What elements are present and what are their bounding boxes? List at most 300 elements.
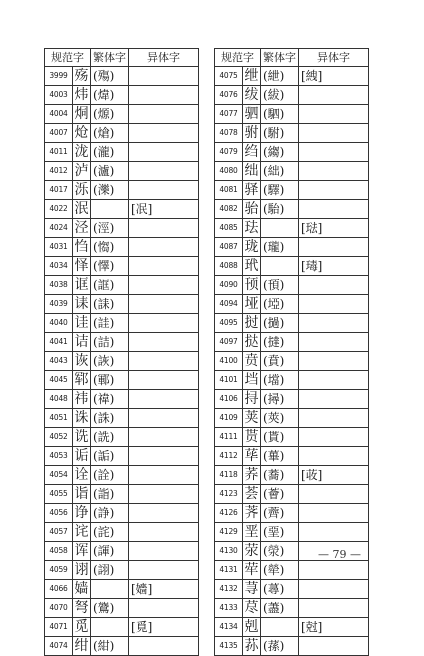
table-row bbox=[45, 333, 199, 352]
table-row bbox=[215, 599, 369, 618]
entry-code: 4126 bbox=[215, 504, 243, 523]
entry-code: 4055 bbox=[45, 485, 73, 504]
variant-character bbox=[299, 561, 369, 580]
variant-character bbox=[129, 371, 199, 390]
variant-character bbox=[299, 200, 369, 219]
entry-code: 4118 bbox=[215, 466, 243, 485]
table-row bbox=[45, 162, 199, 181]
standard-character: 珐 bbox=[244, 220, 259, 236]
entry-code: 3999 bbox=[45, 67, 73, 86]
table-body-right bbox=[215, 67, 369, 656]
standard-character: 绁 bbox=[244, 68, 259, 84]
variant-character: [琺] bbox=[299, 219, 369, 238]
variant-character bbox=[129, 466, 199, 485]
traditional-character: (蓀) bbox=[261, 637, 299, 656]
variant-character bbox=[299, 504, 369, 523]
entry-code: 4048 bbox=[45, 390, 73, 409]
entry-code: 4051 bbox=[45, 409, 73, 428]
traditional-character: (瀘) bbox=[91, 162, 129, 181]
traditional-character: (涇) bbox=[91, 219, 129, 238]
table-row bbox=[45, 466, 199, 485]
table-row bbox=[215, 105, 369, 124]
traditional-character: (㥮) bbox=[91, 238, 129, 257]
traditional-character bbox=[261, 618, 299, 637]
variant-character bbox=[299, 124, 369, 143]
entry-code: 4066 bbox=[45, 580, 73, 599]
traditional-character: (㷧) bbox=[91, 105, 129, 124]
entry-code: 4070 bbox=[45, 599, 73, 618]
traditional-character: (煒) bbox=[91, 86, 129, 105]
entry-code: 4054 bbox=[45, 466, 73, 485]
table-row bbox=[45, 523, 199, 542]
variant-character bbox=[299, 580, 369, 599]
standard-character: 荜 bbox=[244, 448, 259, 464]
traditional-character: (熗) bbox=[91, 124, 129, 143]
table-row bbox=[215, 390, 369, 409]
table-row bbox=[215, 67, 369, 86]
traditional-character: (埡) bbox=[261, 295, 299, 314]
traditional-character: (蓽) bbox=[261, 447, 299, 466]
traditional-character: (紺) bbox=[91, 637, 129, 656]
table-row bbox=[45, 314, 199, 333]
variant-character bbox=[129, 485, 199, 504]
standard-character: 绉 bbox=[244, 144, 259, 160]
table-row bbox=[45, 637, 199, 656]
variant-character bbox=[129, 181, 199, 200]
traditional-character: (鷟) bbox=[91, 599, 129, 618]
table-row bbox=[45, 599, 199, 618]
entry-code: 4123 bbox=[215, 485, 243, 504]
variant-character bbox=[129, 599, 199, 618]
variant-character bbox=[129, 561, 199, 580]
traditional-character: (縐) bbox=[261, 143, 299, 162]
variant-character bbox=[129, 257, 199, 276]
variant-character bbox=[129, 67, 199, 86]
traditional-character: (詰) bbox=[91, 333, 129, 352]
traditional-character: (紲) bbox=[261, 67, 299, 86]
entry-code: 4133 bbox=[215, 599, 243, 618]
standard-character: 绀 bbox=[74, 638, 89, 654]
variant-character bbox=[129, 276, 199, 295]
table-row bbox=[215, 618, 369, 637]
variant-character bbox=[129, 504, 199, 523]
table-row bbox=[215, 352, 369, 371]
variant-character bbox=[299, 352, 369, 371]
standard-character: 荟 bbox=[244, 486, 259, 502]
traditional-character: (蕁) bbox=[261, 580, 299, 599]
table-row bbox=[45, 542, 199, 561]
standard-character: 泷 bbox=[74, 144, 89, 160]
entry-code: 4094 bbox=[215, 295, 243, 314]
table-row bbox=[215, 409, 369, 428]
table-row bbox=[45, 295, 199, 314]
variant-character bbox=[299, 485, 369, 504]
table-row bbox=[215, 561, 369, 580]
traditional-character: (誄) bbox=[91, 295, 129, 314]
variant-character bbox=[129, 124, 199, 143]
entry-code: 4057 bbox=[45, 523, 73, 542]
table-row bbox=[215, 295, 369, 314]
entry-code: 4130 bbox=[215, 542, 243, 561]
traditional-character: (詮) bbox=[91, 466, 129, 485]
standard-character: 骀 bbox=[244, 201, 259, 217]
traditional-character: (頇) bbox=[261, 276, 299, 295]
variant-character bbox=[299, 390, 369, 409]
entry-code: 4011 bbox=[45, 143, 73, 162]
table-row bbox=[215, 466, 369, 485]
variant-character bbox=[299, 295, 369, 314]
traditional-character: (駘) bbox=[261, 200, 299, 219]
table-row bbox=[215, 485, 369, 504]
standard-character: 诛 bbox=[74, 410, 89, 426]
traditional-character bbox=[261, 219, 299, 238]
variant-character bbox=[299, 637, 369, 656]
traditional-character: (貰) bbox=[261, 428, 299, 447]
entry-code: 4031 bbox=[45, 238, 73, 257]
entry-code: 4131 bbox=[215, 561, 243, 580]
standard-character: 垭 bbox=[244, 296, 259, 312]
entry-code: 4012 bbox=[45, 162, 73, 181]
table-row bbox=[45, 371, 199, 390]
traditional-character bbox=[261, 257, 299, 276]
traditional-character: (蕎) bbox=[261, 466, 299, 485]
standard-character: 挝 bbox=[244, 315, 259, 331]
entry-code: 4082 bbox=[215, 200, 243, 219]
table-row bbox=[215, 504, 369, 523]
traditional-character: (壋) bbox=[261, 371, 299, 390]
traditional-character bbox=[91, 200, 129, 219]
standard-character: 垱 bbox=[244, 372, 259, 388]
traditional-character: (駟) bbox=[261, 105, 299, 124]
traditional-character: (懌) bbox=[91, 257, 129, 276]
variant-character bbox=[299, 314, 369, 333]
variant-character bbox=[129, 637, 199, 656]
table-row bbox=[45, 86, 199, 105]
table-row bbox=[45, 352, 199, 371]
traditional-character: (諍) bbox=[91, 504, 129, 523]
traditional-character: (撏) bbox=[261, 390, 299, 409]
table-row bbox=[215, 333, 369, 352]
table-row bbox=[215, 219, 369, 238]
table-row bbox=[215, 162, 369, 181]
table-row bbox=[215, 238, 369, 257]
standard-character: 郓 bbox=[74, 372, 89, 388]
traditional-character: (賁) bbox=[261, 352, 299, 371]
table-body-left bbox=[45, 67, 199, 656]
traditional-character: (鄆) bbox=[91, 371, 129, 390]
entry-code: 4085 bbox=[215, 219, 243, 238]
traditional-character: (犖) bbox=[261, 561, 299, 580]
entry-code: 4007 bbox=[45, 124, 73, 143]
header-traditional: 繁体字 bbox=[91, 49, 129, 67]
entry-code: 4090 bbox=[215, 276, 243, 295]
entry-code: 4132 bbox=[215, 580, 243, 599]
variant-character: [荍] bbox=[299, 466, 369, 485]
table-row bbox=[215, 637, 369, 656]
traditional-character: (誅) bbox=[91, 409, 129, 428]
traditional-character: (撻) bbox=[261, 333, 299, 352]
table-row bbox=[215, 257, 369, 276]
standard-character: 荚 bbox=[244, 410, 259, 426]
variant-character bbox=[299, 371, 369, 390]
entry-code: 4038 bbox=[45, 276, 73, 295]
character-table-right bbox=[214, 48, 369, 656]
standard-character: 诣 bbox=[74, 486, 89, 502]
standard-character: 挦 bbox=[244, 391, 259, 407]
standard-character: 荥 bbox=[244, 543, 259, 559]
standard-character: 祎 bbox=[74, 391, 89, 407]
traditional-character: (莢) bbox=[261, 409, 299, 428]
standard-character: 驿 bbox=[244, 182, 259, 198]
standard-character: 炝 bbox=[74, 125, 89, 141]
table-row bbox=[215, 371, 369, 390]
entry-code: 4058 bbox=[45, 542, 73, 561]
standard-character: 殇 bbox=[74, 68, 89, 84]
entry-code: 4106 bbox=[215, 390, 243, 409]
entry-code: 4076 bbox=[215, 86, 243, 105]
table-header-row bbox=[215, 49, 369, 67]
standard-character: 嫱 bbox=[74, 581, 89, 597]
standard-character: 玳 bbox=[244, 258, 259, 274]
table-row bbox=[45, 390, 199, 409]
table-row bbox=[215, 276, 369, 295]
traditional-character: (詿) bbox=[91, 314, 129, 333]
entry-code: 4074 bbox=[45, 637, 73, 656]
entry-code: 4111 bbox=[215, 428, 243, 447]
table-row bbox=[45, 618, 199, 637]
entry-code: 4041 bbox=[45, 333, 73, 352]
standard-character: 挞 bbox=[244, 334, 259, 350]
table-row bbox=[215, 200, 369, 219]
table-row bbox=[215, 580, 369, 599]
table-row bbox=[215, 523, 369, 542]
variant-character bbox=[299, 409, 369, 428]
entry-code: 4088 bbox=[215, 257, 243, 276]
entry-code: 4081 bbox=[215, 181, 243, 200]
table-row bbox=[215, 314, 369, 333]
entry-code: 4059 bbox=[45, 561, 73, 580]
table-row bbox=[45, 409, 199, 428]
entry-code: 4080 bbox=[215, 162, 243, 181]
standard-character: 诖 bbox=[74, 315, 89, 331]
table-row bbox=[45, 580, 199, 599]
traditional-character: (詵) bbox=[91, 428, 129, 447]
standard-character: 泺 bbox=[74, 182, 89, 198]
standard-character: 绌 bbox=[244, 163, 259, 179]
variant-character bbox=[299, 105, 369, 124]
variant-character: [絏] bbox=[299, 67, 369, 86]
standard-character: 诓 bbox=[74, 277, 89, 293]
standard-character: 顸 bbox=[244, 277, 259, 293]
table-row bbox=[215, 447, 369, 466]
table-row bbox=[45, 276, 199, 295]
standard-character: 诨 bbox=[74, 543, 89, 559]
table-row bbox=[45, 124, 199, 143]
entry-code: 4075 bbox=[215, 67, 243, 86]
character-table-left bbox=[44, 48, 199, 656]
entry-code: 4078 bbox=[215, 124, 243, 143]
standard-character: 㤘 bbox=[74, 239, 89, 255]
standard-character: 驸 bbox=[244, 125, 259, 141]
entry-code: 4100 bbox=[215, 352, 243, 371]
traditional-character: (禕) bbox=[91, 390, 129, 409]
standard-character: 诜 bbox=[74, 429, 89, 445]
traditional-character: (驛) bbox=[261, 181, 299, 200]
entry-code: 4017 bbox=[45, 181, 73, 200]
standard-character: 荦 bbox=[244, 562, 259, 578]
traditional-character: (誆) bbox=[91, 276, 129, 295]
traditional-character: (瓏) bbox=[261, 238, 299, 257]
standard-character: 怿 bbox=[74, 258, 89, 274]
traditional-character: (濼) bbox=[91, 181, 129, 200]
table-row bbox=[45, 447, 199, 466]
table-row bbox=[45, 428, 199, 447]
entry-code: 4109 bbox=[215, 409, 243, 428]
traditional-character: (詼) bbox=[91, 352, 129, 371]
variant-character bbox=[129, 333, 199, 352]
variant-character: [尅] bbox=[299, 618, 369, 637]
entry-code: 4112 bbox=[215, 447, 243, 466]
standard-character: 诩 bbox=[74, 562, 89, 578]
variant-character bbox=[129, 428, 199, 447]
variant-character bbox=[299, 238, 369, 257]
entry-code: 4071 bbox=[45, 618, 73, 637]
entry-code: 4040 bbox=[45, 314, 73, 333]
variant-character bbox=[299, 447, 369, 466]
traditional-character: (詬) bbox=[91, 447, 129, 466]
standard-character: 诟 bbox=[74, 448, 89, 464]
variant-character bbox=[129, 409, 199, 428]
table-row bbox=[215, 124, 369, 143]
standard-character: 弩 bbox=[74, 600, 89, 616]
traditional-character: (撾) bbox=[261, 314, 299, 333]
entry-code: 4034 bbox=[45, 257, 73, 276]
traditional-character: (紱) bbox=[261, 86, 299, 105]
variant-character bbox=[129, 390, 199, 409]
table-row bbox=[45, 181, 199, 200]
standard-character: 荪 bbox=[244, 638, 259, 654]
variant-character bbox=[129, 447, 199, 466]
entry-code: 4097 bbox=[215, 333, 243, 352]
entry-code: 4135 bbox=[215, 637, 243, 656]
traditional-character: (滎) bbox=[261, 542, 299, 561]
table-row bbox=[45, 67, 199, 86]
entry-code: 4045 bbox=[45, 371, 73, 390]
traditional-character bbox=[91, 618, 129, 637]
entry-code: 4052 bbox=[45, 428, 73, 447]
standard-character: 诠 bbox=[74, 467, 89, 483]
traditional-character: (瀧) bbox=[91, 143, 129, 162]
variant-character bbox=[299, 599, 369, 618]
standard-character: 剋 bbox=[244, 619, 259, 635]
standard-character: 珑 bbox=[244, 239, 259, 255]
traditional-character: (諢) bbox=[91, 542, 129, 561]
variant-character bbox=[129, 143, 199, 162]
table-row bbox=[45, 504, 199, 523]
standard-character: 贲 bbox=[244, 353, 259, 369]
entry-code: 4079 bbox=[215, 143, 243, 162]
traditional-character: (薺) bbox=[261, 504, 299, 523]
entry-code: 4134 bbox=[215, 618, 243, 637]
entry-code: 4095 bbox=[215, 314, 243, 333]
standard-character: 荠 bbox=[244, 505, 259, 521]
table-row bbox=[215, 143, 369, 162]
variant-character bbox=[129, 523, 199, 542]
traditional-character: (詡) bbox=[91, 561, 129, 580]
page-number: — 79 — bbox=[318, 548, 361, 561]
standard-character: 觅 bbox=[74, 619, 89, 635]
standard-character: 荞 bbox=[244, 467, 259, 483]
standard-character: 诘 bbox=[74, 334, 89, 350]
table-row bbox=[45, 143, 199, 162]
variant-character: [嬙] bbox=[129, 580, 199, 599]
standard-character: 诤 bbox=[74, 505, 89, 521]
standard-character: 荨 bbox=[244, 581, 259, 597]
table-row bbox=[45, 200, 199, 219]
traditional-character: (駙) bbox=[261, 124, 299, 143]
standard-character: 驷 bbox=[244, 106, 259, 122]
standard-character: 贳 bbox=[244, 429, 259, 445]
variant-character bbox=[129, 542, 199, 561]
traditional-character: (絀) bbox=[261, 162, 299, 181]
traditional-character: (堊) bbox=[261, 523, 299, 542]
entry-code: 4003 bbox=[45, 86, 73, 105]
table-row bbox=[45, 219, 199, 238]
header-traditional: 繁体字 bbox=[261, 49, 299, 67]
header-variant: 异体字 bbox=[129, 49, 199, 67]
header-variant: 异体字 bbox=[299, 49, 369, 67]
entry-code: 4087 bbox=[215, 238, 243, 257]
table-row bbox=[45, 257, 199, 276]
table-row bbox=[215, 86, 369, 105]
variant-character bbox=[129, 314, 199, 333]
entry-code: 4101 bbox=[215, 371, 243, 390]
table-row bbox=[45, 561, 199, 580]
table-row bbox=[45, 485, 199, 504]
traditional-character bbox=[91, 580, 129, 599]
entry-code: 4004 bbox=[45, 105, 73, 124]
standard-character: 荩 bbox=[244, 600, 259, 616]
entry-code: 4053 bbox=[45, 447, 73, 466]
entry-code: 4077 bbox=[215, 105, 243, 124]
variant-character bbox=[299, 428, 369, 447]
standard-character: 诧 bbox=[74, 524, 89, 540]
variant-character bbox=[129, 295, 199, 314]
standard-character: 泸 bbox=[74, 163, 89, 179]
standard-character: 垩 bbox=[244, 524, 259, 540]
variant-character bbox=[129, 219, 199, 238]
variant-character bbox=[299, 333, 369, 352]
variant-character bbox=[129, 86, 199, 105]
standard-character: 诙 bbox=[74, 353, 89, 369]
table-row bbox=[45, 105, 199, 124]
standard-character: 绂 bbox=[244, 87, 259, 103]
variant-character: [覓] bbox=[129, 618, 199, 637]
entry-code: 4022 bbox=[45, 200, 73, 219]
variant-character bbox=[299, 276, 369, 295]
traditional-character: (藎) bbox=[261, 599, 299, 618]
traditional-character: (薈) bbox=[261, 485, 299, 504]
traditional-character: (詣) bbox=[91, 485, 129, 504]
header-standard: 规范字 bbox=[215, 49, 261, 67]
variant-character bbox=[299, 86, 369, 105]
standard-character: 诔 bbox=[74, 296, 89, 312]
standard-character: 烔 bbox=[74, 106, 89, 122]
table-header-row bbox=[45, 49, 199, 67]
variant-character: [冺] bbox=[129, 200, 199, 219]
table-row bbox=[45, 238, 199, 257]
variant-character bbox=[299, 143, 369, 162]
